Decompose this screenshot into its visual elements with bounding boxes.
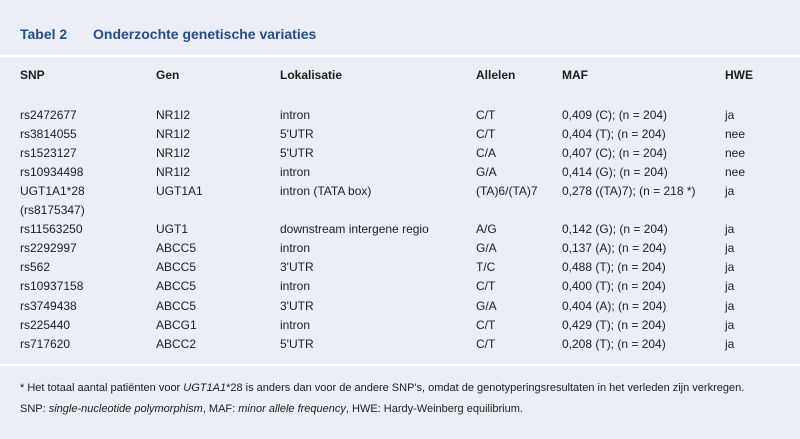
cell-gen: ABCC5 (156, 260, 197, 275)
cell-snp: rs3749438 (20, 298, 77, 313)
cell-snp: rs10937158 (20, 279, 84, 294)
cell-allelen: C/T (476, 126, 496, 141)
cell-allelen: T/C (476, 260, 496, 275)
cell-lokalisatie: intron (280, 279, 311, 294)
cell-hwe: nee (725, 164, 746, 179)
cell-lokalisatie (280, 201, 476, 220)
cell-maf: 0,429 (T); (n = 204) (562, 317, 666, 332)
cell-maf: 0,142 (G); (n = 204) (562, 222, 668, 237)
cell-gen: NR1I2 (156, 164, 191, 179)
cell-snp: rs1523127 (20, 145, 77, 160)
cell-maf: 0,137 (A); (n = 204) (562, 241, 667, 256)
cell-lokalisatie: intron (TATA box) (280, 184, 372, 199)
cell-allelen: A/G (476, 222, 497, 237)
table-header-row (20, 64, 785, 86)
table-row (20, 315, 785, 334)
cell-maf: 0,278 ((TA)7); (n = 218 *) (562, 184, 696, 199)
footnote-abbreviations (20, 399, 744, 420)
cell-hwe: ja (725, 241, 735, 256)
table-row (20, 143, 785, 162)
cell-gen: ABCC5 (156, 279, 197, 294)
cell-allelen: (TA)6/(TA)7 (476, 184, 538, 199)
table-row (20, 220, 785, 239)
cell-lokalisatie: downstream intergene regio (280, 222, 429, 237)
cell-allelen: C/T (476, 107, 496, 122)
cell-gen: ABCG1 (156, 317, 197, 332)
cell-maf: 0,404 (A); (n = 204) (562, 298, 667, 313)
header-maf: MAF (562, 68, 588, 82)
cell-snp: rs225440 (20, 317, 71, 332)
cell-hwe: ja (725, 298, 735, 313)
table-row (20, 334, 785, 353)
cell-lokalisatie: 3'UTR (280, 298, 314, 313)
cell-snp: (rs8175347) (20, 203, 85, 218)
cell-lokalisatie: 5'UTR (280, 126, 314, 141)
cell-hwe (725, 201, 785, 220)
cell-lokalisatie: intron (280, 317, 311, 332)
cell-maf: 0,488 (T); (n = 204) (562, 260, 666, 275)
abbr-text: , MAF: (202, 403, 239, 415)
table-row (20, 124, 785, 143)
table-spacer (20, 86, 785, 105)
table-row (20, 239, 785, 258)
cell-allelen: C/T (476, 279, 496, 294)
cell-snp: UGT1A1*28 (20, 184, 85, 199)
cell-lokalisatie: intron (280, 241, 311, 256)
cell-snp: rs10934498 (20, 164, 84, 179)
footnote-sample-size (20, 378, 744, 399)
cell-maf: 0,208 (T); (n = 204) (562, 336, 666, 351)
cell-allelen: G/A (476, 241, 497, 256)
cell-snp: rs2472677 (20, 107, 77, 122)
footnote-gene: UGT1A1 (183, 382, 227, 394)
cell-snp: rs11563250 (20, 222, 83, 237)
cell-gen: ABCC5 (156, 298, 197, 313)
cell-hwe: ja (725, 107, 735, 122)
cell-hwe: ja (725, 260, 735, 275)
abbr-text: SNP: (20, 403, 49, 415)
table-row (20, 162, 785, 181)
cell-lokalisatie: intron (280, 107, 311, 122)
cell-lokalisatie: 3'UTR (280, 260, 314, 275)
cell-snp: rs3814055 (20, 126, 77, 141)
cell-allelen: C/A (476, 145, 497, 160)
header-gen: Gen (156, 68, 180, 82)
cell-lokalisatie: 5'UTR (280, 336, 314, 351)
cell-maf: 0,409 (C); (n = 204) (562, 107, 668, 122)
cell-maf: 0,407 (C); (n = 204) (562, 145, 668, 160)
cell-hwe: ja (725, 184, 735, 199)
table-row (20, 201, 785, 220)
cell-hwe: ja (725, 317, 735, 332)
table-body (20, 86, 785, 353)
cell-allelen: C/T (476, 317, 496, 332)
cell-maf: 0,400 (T); (n = 204) (562, 279, 666, 294)
footnote-text: *28 is anders dan voor de andere SNP's, omdat de genotyperingsresultaten in het verleden zijn verkregen. (226, 382, 745, 394)
cell-snp: rs562 (20, 260, 51, 275)
cell-gen: UGT1 (156, 222, 189, 237)
table-row (20, 181, 785, 200)
cell-allelen: G/A (476, 164, 497, 179)
header-hwe: HWE (725, 68, 753, 82)
abbr-term: single-nucleotide polymorphism (48, 403, 203, 415)
abbr-term: minor allele frequency (238, 403, 346, 415)
table-title (20, 26, 316, 42)
cell-gen: ABCC5 (156, 241, 197, 256)
footnotes (20, 378, 744, 420)
cell-hwe: ja (725, 336, 735, 351)
footer-divider (0, 364, 800, 366)
header-snp: SNP (20, 68, 45, 82)
cell-hwe: ja (725, 279, 735, 294)
cell-gen: ABCC2 (156, 336, 197, 351)
header-allelen: Allelen (476, 68, 516, 82)
cell-allelen: C/T (476, 336, 496, 351)
table-label: Tabel 2 (20, 26, 68, 42)
cell-snp: rs717620 (20, 336, 71, 351)
cell-gen: UGT1A1 (156, 184, 203, 199)
table-row (20, 105, 785, 124)
table-row (20, 296, 785, 315)
cell-maf: 0,404 (T); (n = 204) (562, 126, 666, 141)
cell-lokalisatie: intron (280, 164, 311, 179)
cell-maf (562, 201, 725, 220)
cell-gen: NR1I2 (156, 126, 191, 141)
cell-allelen (476, 201, 562, 220)
cell-snp: rs2292997 (20, 241, 77, 256)
cell-gen (156, 201, 280, 220)
table-row (20, 258, 785, 277)
cell-lokalisatie: 5'UTR (280, 145, 314, 160)
cell-maf: 0,414 (G); (n = 204) (562, 164, 668, 179)
cell-hwe: ja (725, 222, 735, 237)
header-lokalisatie: Lokalisatie (280, 68, 343, 82)
cell-allelen: G/A (476, 298, 497, 313)
cell-gen: NR1I2 (156, 107, 191, 122)
cell-gen: NR1I2 (156, 145, 191, 160)
abbr-text: , HWE: Hardy-Weinberg equilibrium. (345, 403, 523, 415)
table-heading: Onderzochte genetische variaties (93, 26, 317, 42)
table-row (20, 277, 785, 296)
genetic-variations-table (20, 64, 785, 353)
cell-hwe: nee (725, 145, 746, 160)
header-divider (0, 55, 800, 57)
cell-hwe: nee (725, 126, 746, 141)
footnote-text: * Het totaal aantal patiënten voor (20, 382, 184, 394)
